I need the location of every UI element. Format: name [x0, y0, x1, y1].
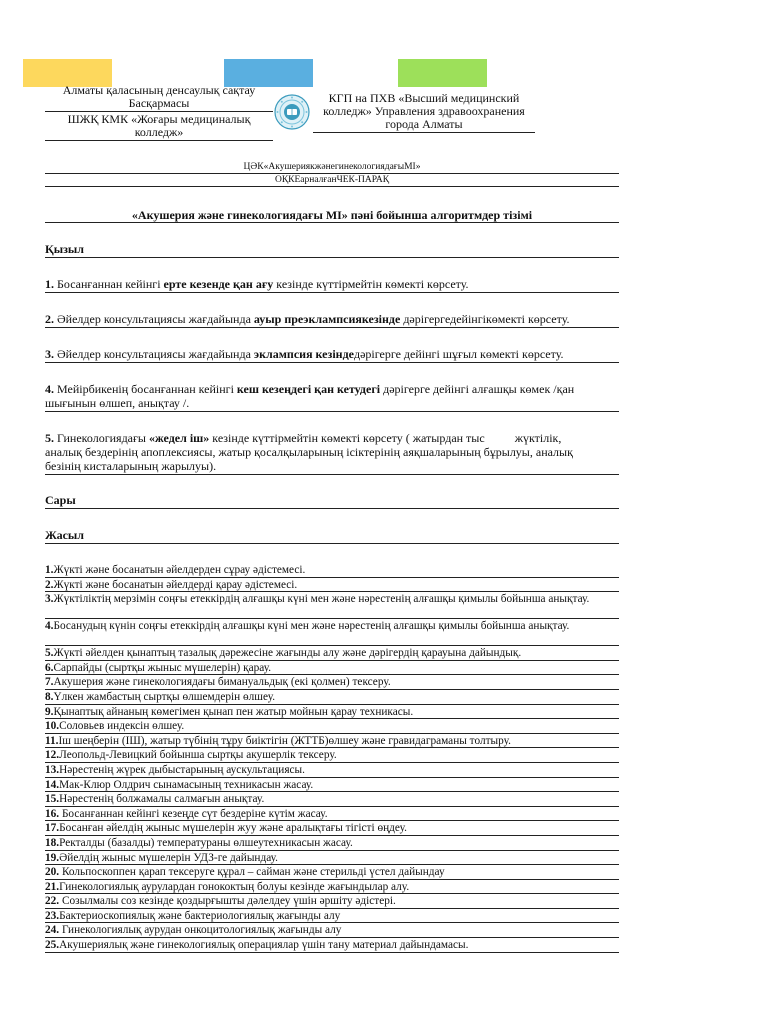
green-swatch — [398, 59, 487, 87]
section-label-yellow: Сары — [45, 493, 619, 509]
list-item: 5.Жүкті әйелден қынаптың тазалық дәрежесіне жағынды алу және дәрігердің қарауына дайындық. — [45, 646, 619, 661]
header-right-org — [313, 92, 535, 131]
college-emblem-icon — [274, 94, 310, 130]
red-item: 2. Әйелдер консультациясы жағдайында ауыр преэклампсиякезінде дәрігергедейінгікөмекті көрсету. — [45, 312, 619, 328]
section-label-green: Жасыл — [45, 528, 619, 544]
list-item: 9.Қынаптық айнаның көмегімен қынап пен жатыр мойнын қарау техникасы. — [45, 705, 619, 720]
header-rule — [45, 140, 273, 141]
section-label-red: Қызыл — [45, 242, 619, 258]
list-item: 24. Гинекологиялық аурудан онкоцитологиялық жағынды алу — [45, 923, 619, 938]
list-item: 10.Соловьев индексін өлшеу. — [45, 719, 619, 734]
header-left-org — [45, 84, 273, 110]
subheader-checklist: ОҚКЕарналғанЧЕК-ПАРАҚ — [274, 175, 390, 185]
header-left-college — [45, 113, 273, 139]
header-left-line: колледж» — [134, 125, 184, 139]
list-item: 7.Акушерия және гинекологиядағы бимануальдық (екі қолмен) тексеру. — [45, 675, 619, 690]
list-item: 12.Леопольд-Левицкий бойынша сыртқы акушерлік тексеру. — [45, 748, 619, 763]
green-algorithm-list — [45, 563, 619, 953]
red-item: 3. Әйелдер консультациясы жағдайында эклампсия кезіндедәрігерге дейінгі шұғыл көмекті көрсету. — [45, 347, 619, 363]
red-item-rule — [45, 474, 619, 475]
red-item: 4. Мейірбикенің босанғаннан кейінгі кеш кезеңдегі қан кетудегі дәрігерге дейінгі алғашқы көмек /қан шығынын өлшеп, анықтау /. — [45, 382, 595, 412]
list-item: 16. Босанғаннан кейінгі кезеңде сүт бездеріне күтім жасау. — [45, 807, 619, 822]
red-item-rule — [45, 411, 619, 412]
list-item: 23.Бактериоскопиялық және бактериологиялық жағынды алу — [45, 909, 619, 924]
list-item: 11.Іш шеңберін (ІШ), жатыр түбінің тұру биіктігін (ЖТТБ)өлшеу және гравидаграманы толтыру. — [45, 734, 619, 749]
list-item: 19.Әйелдің жыныс мүшелерін УДЗ-ге дайындау. — [45, 851, 619, 866]
list-item: 18.Ректалды (базалды) температураны өлшеутехникасын жасау. — [45, 836, 619, 851]
header-right-line: КГП на ПХВ «Высший медицинский — [328, 91, 520, 105]
red-item: 1. Босанғаннан кейінгі ерте кезенде қан ағу кезінде күттірмейтін көмекті көрсету. — [45, 277, 619, 293]
list-item: 22. Созылмалы соз кезінде қоздырғышты дәлелдеу үшін әршіту әдістері. — [45, 894, 619, 909]
header-rule — [313, 132, 535, 133]
document-title: «Акушерия және гинекологиядағы МІ» пәні бойынша алгоритмдер тізімі — [131, 208, 533, 222]
list-item: 6.Сарпайды (сыртқы жыныс мүшелерін) қарау. — [45, 661, 619, 676]
header-right-line: города Алматы — [385, 117, 463, 131]
title-rule — [45, 222, 619, 223]
list-item: 1.Жүкті және босанатын әйелдерден сұрау әдістемесі. — [45, 563, 619, 578]
red-item: 5. Гинекологиядағы «жедел іш» кезінде күттірмейтін көмекті көрсету ( жатырдан тыс жүктілік, аналық бездерінің апоплексиясы, жатыр қосалқыларының ісіктерінің аяқшаларының бұрылуы, аналық безінің кисталарының жарылуы). — [45, 431, 576, 473]
list-item: 3.Жүктіліктің мерзімін соңғы етеккірдің алғашқы күні мен және нәрестенің алғашқы қимылы бойынша анықтау. — [45, 592, 619, 619]
header-left-line: Басқармасы — [128, 96, 190, 110]
header-left-line: Алматы қаласының денсаулық сақтау — [62, 83, 256, 97]
subheader-rule — [45, 173, 619, 174]
list-item: 15.Нәрестенің болжамалы салмағын анықтау. — [45, 792, 619, 807]
list-item: 14.Мак-Клюр Олдрич сынамасының техникасын жасау. — [45, 778, 619, 793]
list-item: 20. Кольпоскоппен қарап тексеруге құрал – сайман және стерильді үстел дайындау — [45, 865, 619, 880]
list-item: 21.Гинекологиялық аурулардан гонококтың болуы кезінде жағындылар алу. — [45, 880, 619, 895]
list-item: 8.Үлкен жамбастың сыртқы өлшемдерін өлшеу. — [45, 690, 619, 705]
list-item: 13.Нәрестенің жүрек дыбыстарының аускультациясы. — [45, 763, 619, 778]
subheader-commission: ЦӘК«АкушериякжәнегинекологиядағыМІ» — [243, 162, 421, 172]
header-right-line: колледж» Управления здравоохранения — [323, 104, 525, 118]
list-item: 4.Босанудың күнін соңғы етеккірдің алғашқы күні мен және нәрестенің алғашқы қимылы бойынша анықтау. — [45, 619, 619, 646]
subheader-rule — [45, 186, 619, 187]
list-item: 17.Босанған әйелдің жыныс мүшелерін жуу және аралықтағы тігісті өңдеу. — [45, 821, 619, 836]
list-item: 2.Жүкті және босанатын әйелдерді қарау әдістемесі. — [45, 578, 619, 593]
header-left-line: ШЖҚ КМК «Жоғары медициналық — [67, 112, 251, 126]
list-item: 25.Акушериялық және гинекологиялық операциялар үшін тану материал дайындамасы. — [45, 938, 619, 953]
